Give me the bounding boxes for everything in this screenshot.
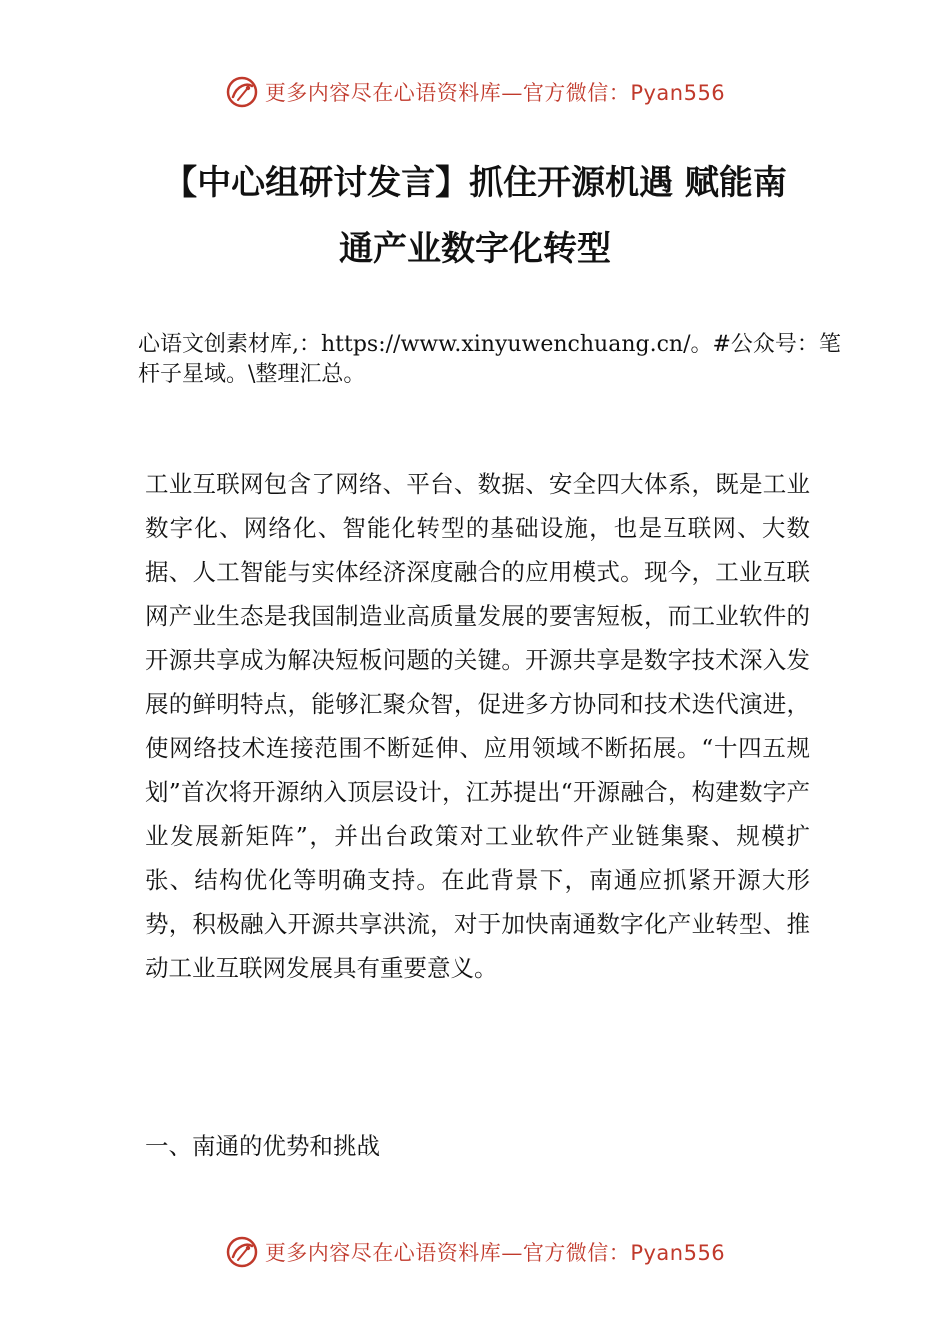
brand-logo-icon (225, 75, 259, 109)
section-heading: 一、南通的优势和挑战 (145, 1132, 380, 1160)
banner-wechat-id: Pyan556 (630, 81, 726, 105)
banner-text (265, 1237, 725, 1267)
title-line-1: 【中心组研讨发言】抓住开源机遇 赋能南 (163, 163, 787, 203)
banner-wechat-label: 官方微信： (522, 1241, 631, 1265)
banner-separator: — (501, 1241, 523, 1265)
banner-wechat-id: Pyan556 (630, 1241, 726, 1265)
body-paragraph: 工业互联网包含了网络、平台、数据、安全四大体系，既是工业数字化、网络化、智能化转型的基础设施，也是互联网、大数据、人工智能与实体经济深度融合的应用模式。现今，工业互联网产业生态是我国制造业高质量发展的要害短板，而工业软件的开源共享成为解决短板问题的关键。开源共享是数字技术深入发展的鲜明特点，能够汇聚众智，促进多方协同和技术迭代演进，使网络技术连接范围不断延伸、应用领域不断拓展。“十四五规划”首次将开源纳入顶层设计，江苏提出“开源融合，构建数字产业发展新矩阵”，并出台政策对工业软件产业链集聚、规模扩张、结构优化等明确支持。在此背景下，南通应抓紧开源大形势，积极融入开源共享洪流，对于加快南通数字化产业转型、推动工业互联网发展具有重要意义。 (145, 470, 810, 982)
title-line-2: 通产业数字化转型 (339, 229, 611, 269)
banner-slogan: 更多内容尽在心语资料库 (264, 81, 502, 105)
footer-banner (0, 1232, 950, 1272)
banner-text (265, 77, 725, 107)
source-line: 心语文创素材库,：https://www.xinyuwenchuang.cn/。#公众号：笔杆子星域。\整理汇总。 (138, 332, 841, 387)
brand-logo-icon (225, 1235, 259, 1269)
banner-separator: — (501, 81, 523, 105)
banner-slogan: 更多内容尽在心语资料库 (264, 1241, 502, 1265)
header-banner (0, 72, 950, 112)
banner-wechat-label: 官方微信： (522, 81, 631, 105)
document-title (110, 150, 840, 282)
